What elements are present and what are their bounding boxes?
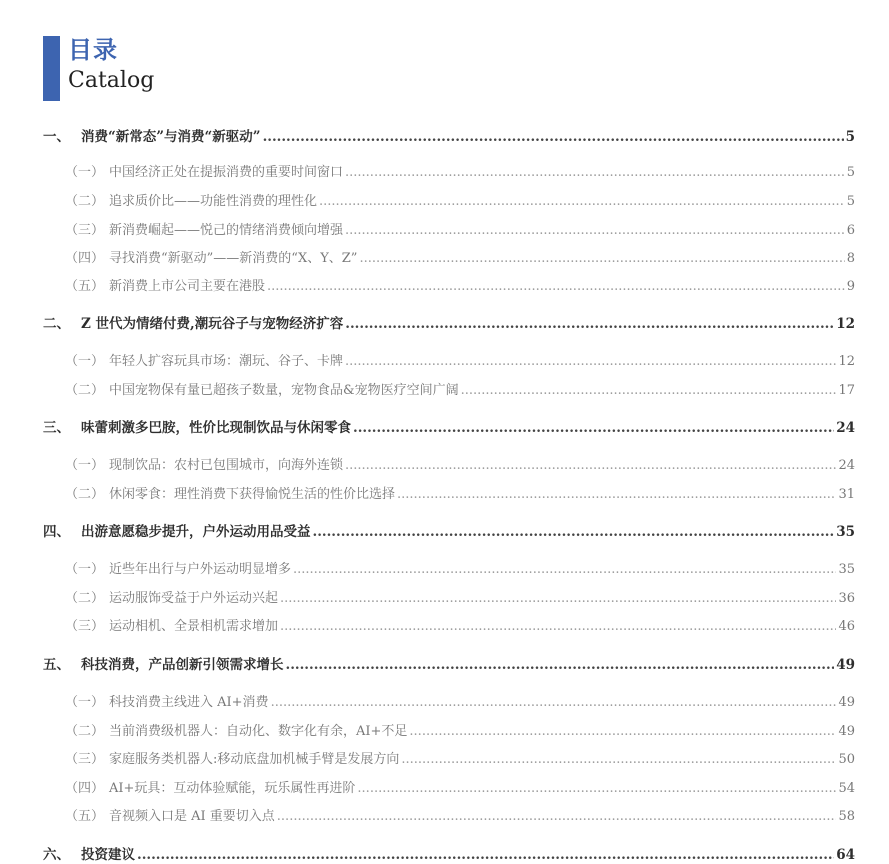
toc-subsection[interactable] bbox=[43, 805, 855, 824]
toc-page: 24 bbox=[836, 420, 855, 436]
toc-page: 49 bbox=[836, 657, 855, 673]
toc-section[interactable] bbox=[43, 843, 855, 863]
toc-page: 35 bbox=[838, 562, 855, 577]
toc-label: 出游意愿稳步提升，户外运动用品受益 bbox=[81, 524, 311, 540]
toc-page: 5 bbox=[845, 129, 855, 145]
toc-leader bbox=[345, 223, 845, 238]
toc-page: 54 bbox=[838, 781, 855, 796]
toc-subsection[interactable] bbox=[43, 247, 855, 266]
toc-subsection[interactable] bbox=[43, 275, 855, 294]
toc-leader bbox=[137, 847, 834, 863]
toc-number: 二、 bbox=[43, 316, 70, 332]
toc-subsection[interactable] bbox=[43, 190, 855, 209]
toc-page: 49 bbox=[838, 695, 855, 710]
toc-page: 64 bbox=[836, 847, 855, 863]
toc-page: 6 bbox=[846, 223, 855, 238]
toc-label: 中国经济正处在提振消费的重要时间窗口 bbox=[109, 165, 344, 180]
toc-page: 35 bbox=[836, 524, 855, 540]
toc-number: 四、 bbox=[43, 524, 70, 540]
toc-label: 当前消费级机器人：自动化、数字化有余，AI+不足 bbox=[109, 724, 408, 739]
toc-subsection[interactable] bbox=[43, 558, 855, 577]
toc-subsection[interactable] bbox=[43, 587, 855, 606]
toc-subsection[interactable] bbox=[43, 615, 855, 634]
toc-number: （二） bbox=[65, 194, 105, 209]
toc-section[interactable] bbox=[43, 520, 855, 540]
toc-subsection[interactable] bbox=[43, 161, 855, 180]
toc-number: 五、 bbox=[43, 657, 70, 673]
toc-number: （三） bbox=[65, 223, 105, 238]
toc-leader bbox=[345, 165, 845, 180]
toc-number: （四） bbox=[65, 251, 105, 266]
toc-leader bbox=[293, 562, 836, 577]
toc-leader bbox=[280, 591, 836, 606]
toc-subsection[interactable] bbox=[43, 219, 855, 238]
toc-leader bbox=[345, 354, 836, 369]
toc-label: 科技消费，产品创新引领需求增长 bbox=[81, 657, 284, 673]
toc-subsection[interactable] bbox=[43, 777, 855, 796]
toc-page: 46 bbox=[838, 619, 855, 634]
toc-label: 追求质价比——功能性消费的理性化 bbox=[109, 194, 318, 209]
catalog-title-en: Catalog bbox=[68, 68, 155, 93]
toc-label: Z 世代为情绪付费,潮玩谷子与宠物经济扩容 bbox=[81, 316, 344, 332]
toc-leader bbox=[345, 458, 836, 473]
toc-number: （二） bbox=[65, 591, 105, 606]
toc-label: 寻找消费“新驱动”——新消费的“X、Y、Z” bbox=[109, 251, 358, 266]
toc-subsection[interactable] bbox=[43, 379, 855, 398]
toc-number: （四） bbox=[65, 781, 105, 796]
toc-leader bbox=[353, 420, 834, 436]
toc-leader bbox=[286, 657, 835, 673]
toc-leader bbox=[263, 129, 844, 145]
toc-page: 9 bbox=[846, 279, 855, 294]
toc-page: 8 bbox=[846, 251, 855, 266]
toc-number: 六、 bbox=[43, 847, 70, 863]
accent-bar bbox=[43, 36, 60, 101]
toc-label: AI+玩具：互动体验赋能，玩乐属性再进阶 bbox=[109, 781, 356, 796]
toc-number: （一） bbox=[65, 354, 105, 369]
toc-section[interactable] bbox=[43, 653, 855, 673]
toc-leader bbox=[401, 752, 836, 767]
toc-label: 运动服饰受益于户外运动兴起 bbox=[109, 591, 279, 606]
toc-number: （二） bbox=[65, 383, 105, 398]
toc-label: 科技消费主线进入 AI+消费 bbox=[109, 695, 269, 710]
toc-label: 现制饮品：农村已包围城市，向海外连锁 bbox=[109, 458, 344, 473]
toc-leader bbox=[277, 809, 837, 824]
toc-leader bbox=[267, 279, 845, 294]
toc-page: 12 bbox=[838, 354, 855, 369]
toc-page: 36 bbox=[838, 591, 855, 606]
toc-label: 近些年出行与户外运动明显增多 bbox=[109, 562, 292, 577]
toc-leader bbox=[271, 695, 837, 710]
toc-number: （二） bbox=[65, 724, 105, 739]
toc-leader bbox=[313, 524, 835, 540]
toc-section[interactable] bbox=[43, 312, 855, 332]
toc-page: 50 bbox=[838, 752, 855, 767]
toc-leader bbox=[345, 316, 834, 332]
toc-number: （一） bbox=[65, 695, 105, 710]
toc-leader bbox=[461, 383, 837, 398]
toc-page: 17 bbox=[838, 383, 855, 398]
toc-leader bbox=[319, 194, 845, 209]
toc-number: （三） bbox=[65, 752, 105, 767]
toc-section[interactable] bbox=[43, 125, 855, 145]
toc-subsection[interactable] bbox=[43, 483, 855, 502]
toc-leader bbox=[359, 251, 844, 266]
toc-label: 味蕾刺激多巴胺，性价比现制饮品与休闲零食 bbox=[81, 420, 351, 436]
toc-label: 家庭服务类机器人:移动底盘加机械手臂是发展方向 bbox=[109, 752, 400, 767]
toc-label: 运动相机、全景相机需求增加 bbox=[109, 619, 279, 634]
toc-label: 中国宠物保有量已超孩子数量，宠物食品&宠物医疗空间广阔 bbox=[109, 383, 459, 398]
toc-page: 24 bbox=[838, 458, 855, 473]
toc-leader bbox=[397, 487, 836, 502]
toc-page: 5 bbox=[846, 194, 855, 209]
toc-page: 12 bbox=[836, 316, 855, 332]
toc-subsection[interactable] bbox=[43, 691, 855, 710]
toc-label: 新消费上市公司主要在港股 bbox=[109, 279, 266, 294]
toc-page: 58 bbox=[838, 809, 855, 824]
toc-leader bbox=[280, 619, 836, 634]
toc-label: 休闲零食：理性消费下获得愉悦生活的性价比选择 bbox=[109, 487, 396, 502]
toc-number: （三） bbox=[65, 619, 105, 634]
toc-number: （一） bbox=[65, 562, 105, 577]
toc-subsection[interactable] bbox=[43, 350, 855, 369]
toc-label: 年轻人扩容玩具市场：潮玩、谷子、卡牌 bbox=[109, 354, 344, 369]
toc-section[interactable] bbox=[43, 416, 855, 436]
catalog-title-cn: 目录 bbox=[68, 35, 118, 64]
toc-label: 音视频入口是 AI 重要切入点 bbox=[109, 809, 275, 824]
toc-number: （五） bbox=[65, 809, 105, 824]
toc-page: 49 bbox=[838, 724, 855, 739]
toc-number: （一） bbox=[65, 165, 105, 180]
toc-number: （五） bbox=[65, 279, 105, 294]
toc-number: （二） bbox=[65, 487, 105, 502]
toc-number: 一、 bbox=[43, 129, 70, 145]
toc-label: 消费“新常态”与消费“新驱动” bbox=[81, 129, 261, 145]
toc-leader bbox=[409, 724, 836, 739]
toc-leader bbox=[357, 781, 836, 796]
toc-number: 三、 bbox=[43, 420, 70, 436]
toc-label: 投资建议 bbox=[81, 847, 135, 863]
toc-subsection[interactable] bbox=[43, 748, 855, 767]
toc-subsection[interactable] bbox=[43, 720, 855, 739]
toc-number: （一） bbox=[65, 458, 105, 473]
toc-subsection[interactable] bbox=[43, 454, 855, 473]
toc-page: 31 bbox=[838, 487, 855, 502]
toc-label: 新消费崛起——悦己的情绪消费倾向增强 bbox=[109, 223, 344, 238]
toc-page: 5 bbox=[846, 165, 855, 180]
